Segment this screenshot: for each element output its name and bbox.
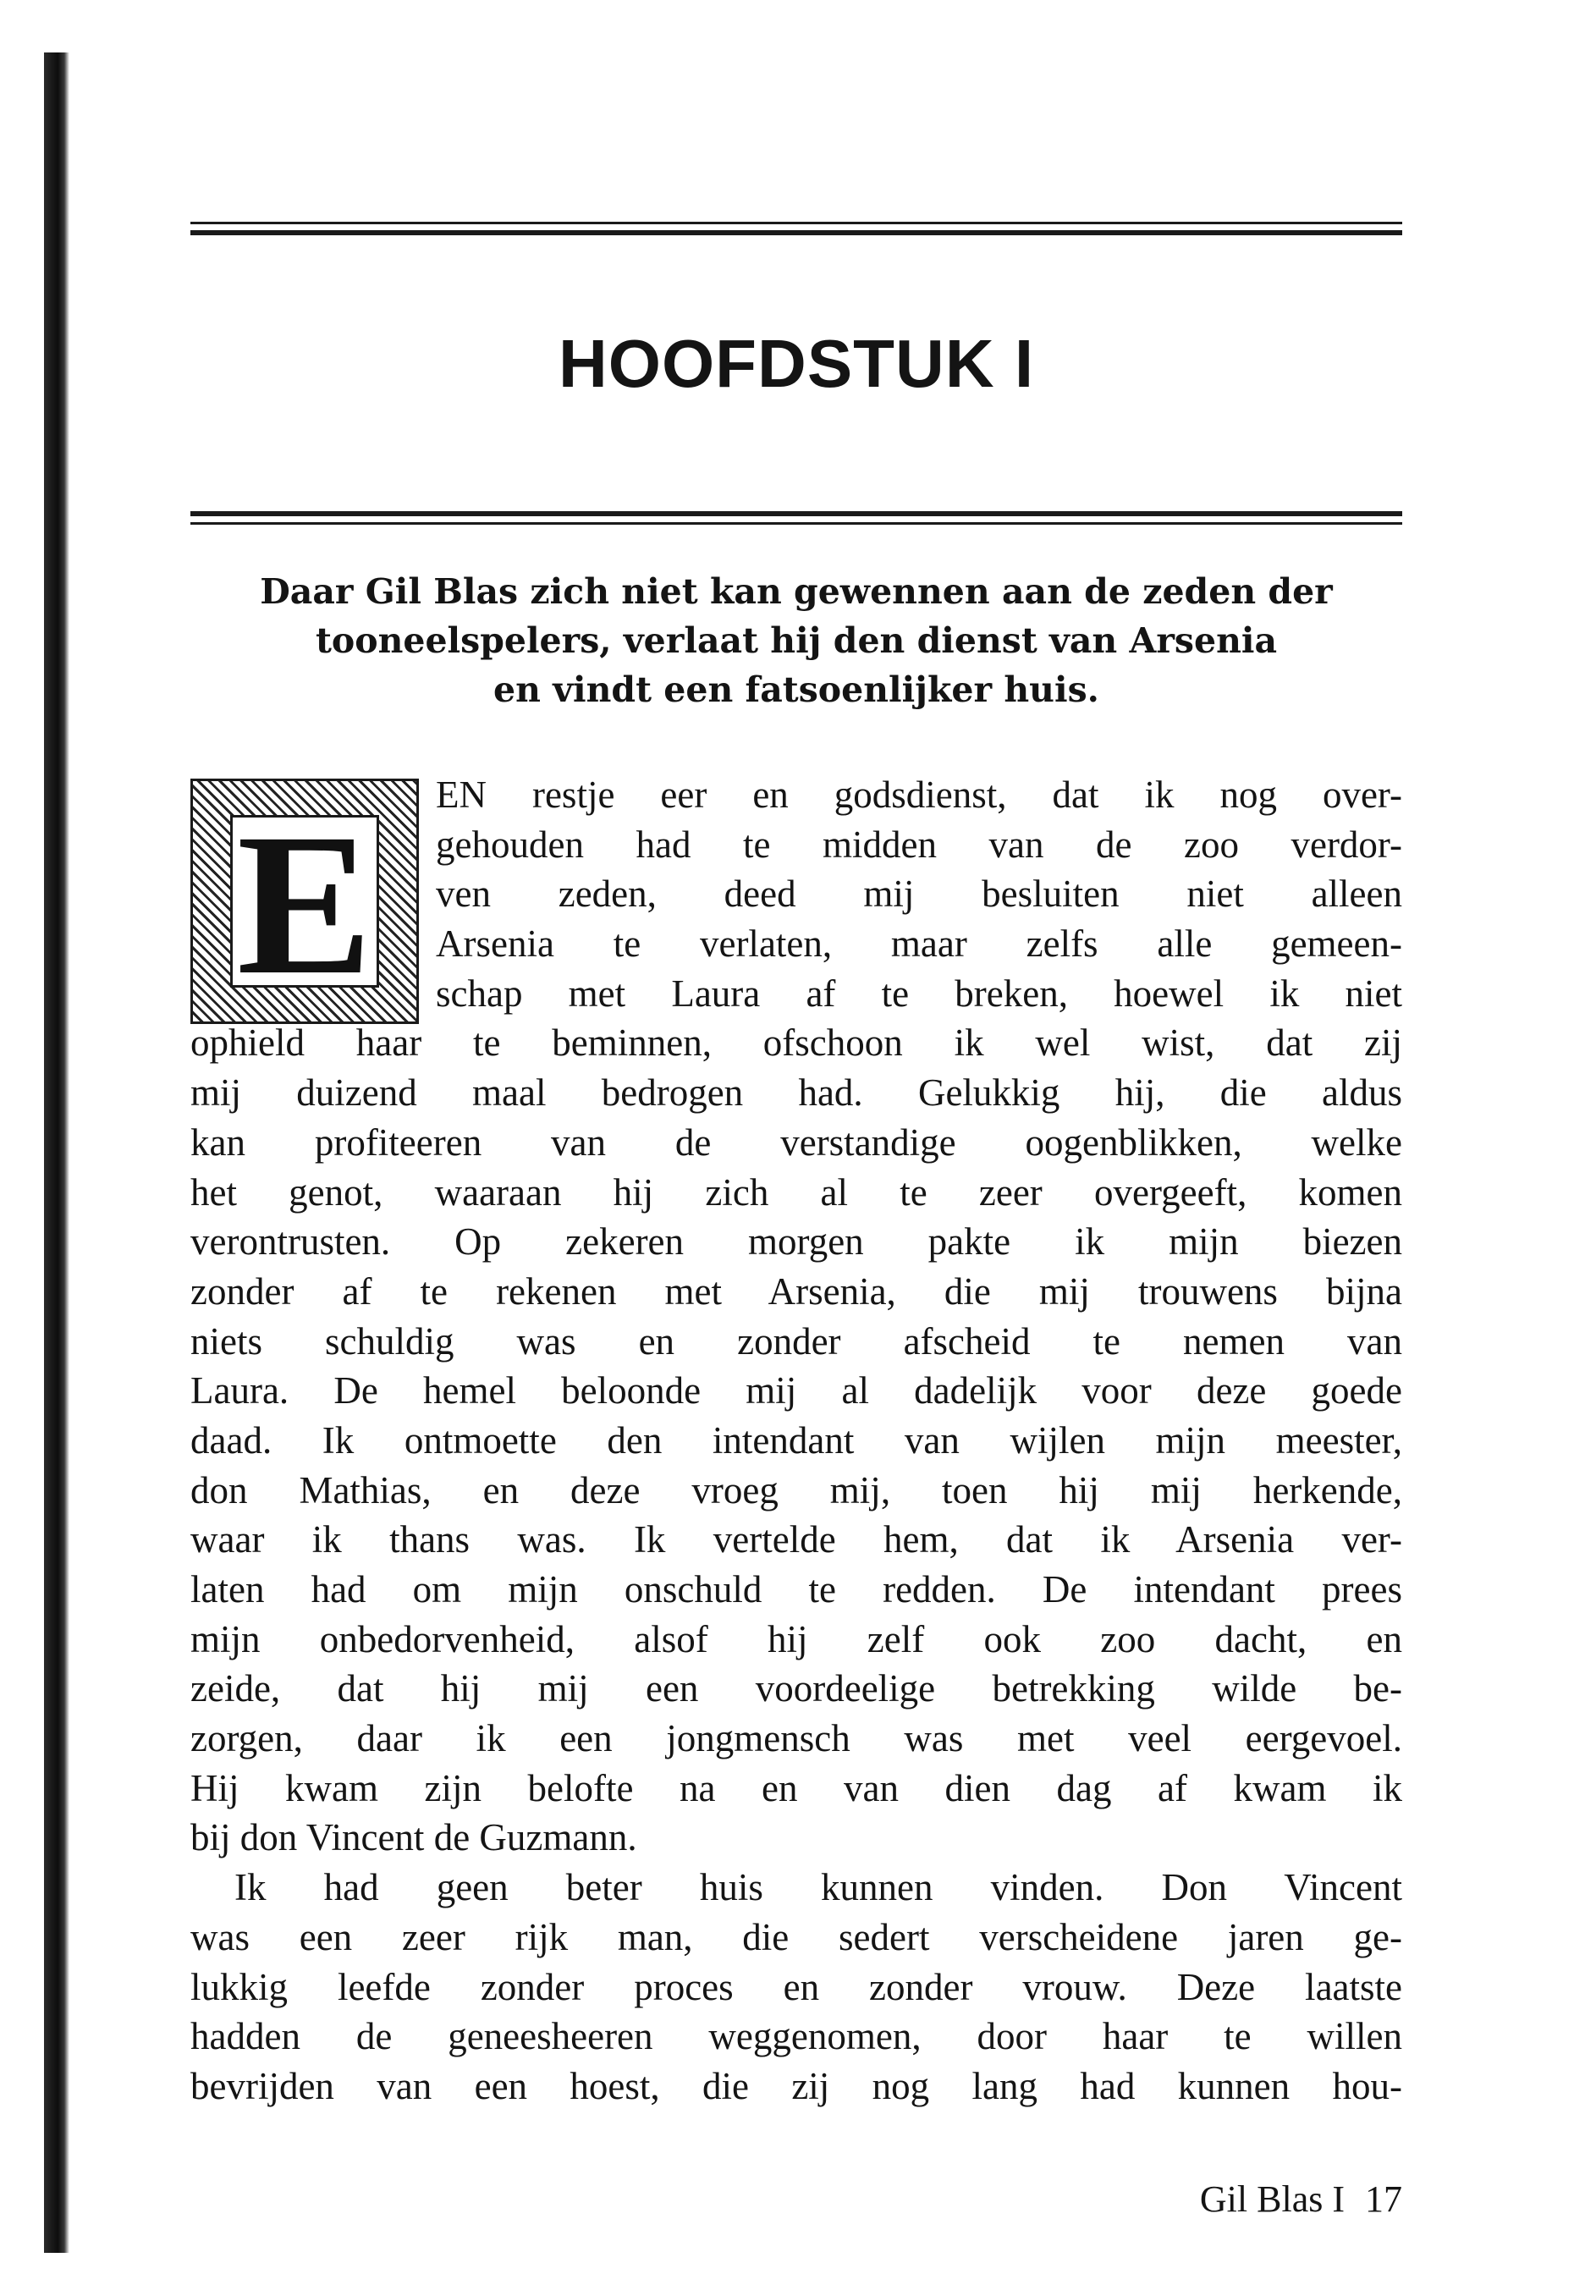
page-footer <box>1199 2178 1402 2220</box>
book-binding-edge <box>44 52 69 2253</box>
text-line: het genot, waaraan hij zich al te zeer overgeeft, komen <box>190 1170 1402 1214</box>
text-line: daad. Ik ontmoette den intendant van wijlen mijn meester, <box>190 1418 1402 1462</box>
text-line: niets schuldig was en zonder afscheid te nemen van <box>190 1319 1402 1363</box>
text-line: laten had om mijn onschuld te redden. De intendant prees <box>190 1568 1402 1611</box>
chapter-summary <box>190 567 1402 714</box>
text-line: zorgen, daar ik een jongmensch was met veel eergevoel. <box>190 1717 1402 1760</box>
drop-cap-letter: E <box>236 791 373 1016</box>
text-line: waar ik thans was. Ik vertelde hem, dat ik Arsenia ver- <box>190 1518 1402 1561</box>
text-line: schap met Laura af te breken, hoewel ik niet <box>436 972 1402 1015</box>
text-line: ophield haar te beminnen, ofschoon ik wel wist, dat zij <box>190 1021 1402 1065</box>
text-line: hadden de geneesheeren weggenomen, door haar te willen <box>190 2015 1402 2058</box>
text-line: bevrijden van een hoest, die zij nog lang had kunnen hou- <box>190 2064 1402 2107</box>
text-line: gehouden had te midden van de zoo verdor- <box>436 823 1402 866</box>
text-line: was een zeer rijk man, die sedert verscheidene jaren ge- <box>190 1915 1402 1958</box>
text-line: lukkig leefde zonder proces en zonder vrouw. Deze laatste <box>190 1965 1402 2008</box>
text-line: bij don Vincent de Guzmann. <box>190 1816 637 1859</box>
text-line: don Mathias, en deze vroeg mij, toen hij mij herkende, <box>190 1468 1402 1511</box>
text-line: verontrusten. Op zekeren morgen pakte ik mijn biezen <box>190 1220 1402 1264</box>
text-line: Arsenia te verlaten, maar zelfs alle gemeen- <box>436 922 1402 966</box>
text-line: EN restje eer en godsdienst, dat ik nog over- <box>436 774 1402 816</box>
text-line: Ik had geen beter huis kunnen vinden. Don Vincent <box>234 1866 1402 1909</box>
body-text <box>190 770 1402 2112</box>
text-line: zeide, dat hij mij een voordeelige betrekking wilde be- <box>190 1667 1402 1710</box>
bottom-double-rule <box>190 511 1402 525</box>
running-title: Gil Blas I <box>1199 2178 1345 2220</box>
text-line: zonder af te rekenen met Arsenia, die mij trouwens bijna <box>190 1269 1402 1313</box>
top-double-rule <box>190 222 1402 235</box>
summary-line: tooneelspelers, verlaat hij den dienst van Arsenia <box>315 620 1278 661</box>
summary-line: Daar Gil Blas zich niet kan gewennen aan de zeden der <box>260 571 1333 612</box>
text-line: mij duizend maal bedrogen had. Gelukkig hij, die aldus <box>190 1071 1402 1115</box>
text-line: ven zeden, deed mij besluiten niet alleen <box>436 873 1402 916</box>
text-line: mijn onbedorvenheid, alsof hij zelf ook zoo dacht, en <box>190 1617 1402 1660</box>
page-number: 17 <box>1365 2178 1402 2220</box>
text-line: Laura. De hemel beloonde mij al dadelijk voor deze goede <box>190 1369 1402 1412</box>
summary-line: en vindt een fatsoenlijker huis. <box>493 669 1099 710</box>
chapter-title: HOOFDSTUK I <box>558 326 1035 401</box>
text-line: Hij kwam zijn belofte na en van dien dag af kwam ik <box>190 1766 1402 1809</box>
text-line: kan profiteeren van de verstandige oogenblikken, welke <box>190 1120 1402 1164</box>
